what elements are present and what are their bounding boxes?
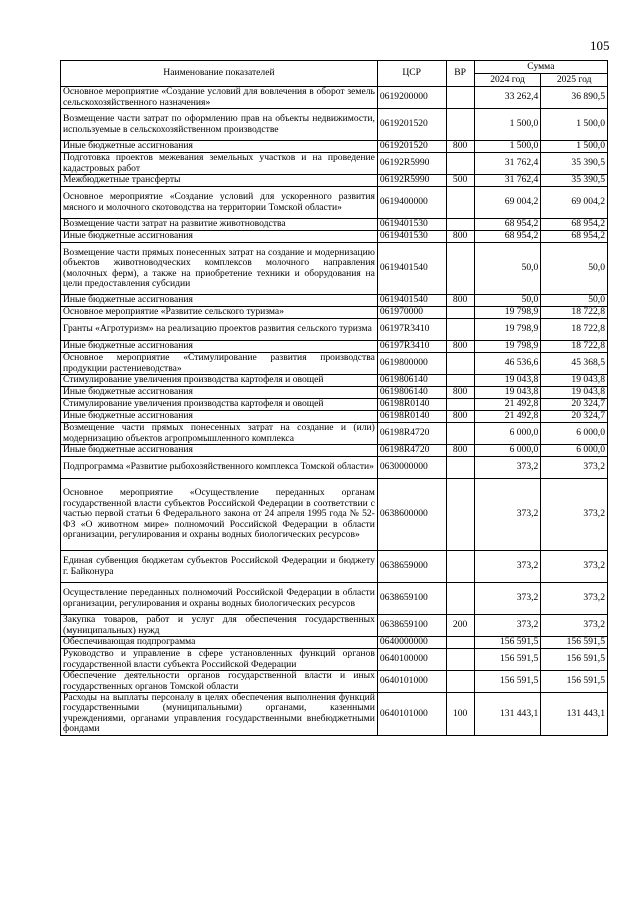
row-csr-cell: 0640000000 xyxy=(377,637,446,649)
table-row xyxy=(61,175,608,187)
row-csr-cell: 0638600000 xyxy=(377,479,446,551)
table-row xyxy=(61,615,608,637)
row-name-cell: Обеспечивающая подпрограмма xyxy=(61,637,378,649)
row-sum-2024-cell: 1 500,0 xyxy=(474,141,541,153)
row-vr-cell: 800 xyxy=(446,445,474,457)
row-sum-2025-cell: 6 000,0 xyxy=(541,445,608,457)
table-row xyxy=(61,219,608,231)
row-csr-cell: 0619201520 xyxy=(377,141,446,153)
row-name-cell: Иные бюджетные ассигнования xyxy=(61,295,378,307)
row-name-cell: Иные бюджетные ассигнования xyxy=(61,141,378,153)
row-vr-cell xyxy=(446,423,474,445)
table-row xyxy=(61,671,608,693)
row-sum-2024-cell: 156 591,5 xyxy=(474,637,541,649)
row-name-cell: Стимулирование увеличения производства картофеля и овощей xyxy=(61,399,378,411)
row-csr-cell: 0630000000 xyxy=(377,457,446,479)
row-sum-2025-cell: 373,2 xyxy=(541,583,608,615)
row-sum-2024-cell: 373,2 xyxy=(474,551,541,583)
row-csr-cell: 0619401530 xyxy=(377,231,446,243)
table-row xyxy=(61,423,608,445)
row-csr-cell: 06192R5990 xyxy=(377,175,446,187)
row-vr-cell: 500 xyxy=(446,175,474,187)
row-csr-cell: 0619401540 xyxy=(377,295,446,307)
row-csr-cell: 0619401540 xyxy=(377,243,446,295)
header-year-2025: 2025 год xyxy=(541,74,608,87)
row-csr-cell: 0640101000 xyxy=(377,693,446,736)
header-vr: ВР xyxy=(446,61,474,87)
row-name-cell: Подпрограмма «Развитие рыбохозяйственного комплекса Томской области» xyxy=(61,457,378,479)
row-vr-cell xyxy=(446,399,474,411)
table-row xyxy=(61,243,608,295)
row-name-cell: Единая субвенция бюджетам субъектов Российской Федерации и бюджету г. Байконура xyxy=(61,551,378,583)
row-sum-2024-cell: 31 762,4 xyxy=(474,153,541,175)
row-sum-2024-cell: 131 443,1 xyxy=(474,693,541,736)
row-csr-cell: 0619806140 xyxy=(377,387,446,399)
row-vr-cell xyxy=(446,583,474,615)
table-row xyxy=(61,375,608,387)
row-name-cell: Межбюджетные трансферты xyxy=(61,175,378,187)
row-name-cell: Возмещение части затрат на развитие животноводства xyxy=(61,219,378,231)
table-row xyxy=(61,187,608,219)
row-sum-2025-cell: 156 591,5 xyxy=(541,671,608,693)
row-vr-cell: 800 xyxy=(446,231,474,243)
row-csr-cell: 06198R0140 xyxy=(377,399,446,411)
row-name-cell: Возмещение части прямых понесенных затрат на создание и (или) модернизацию объектов агропромышленного комплекса xyxy=(61,423,378,445)
row-csr-cell: 0619800000 xyxy=(377,353,446,375)
row-sum-2025-cell: 69 004,2 xyxy=(541,187,608,219)
table-row xyxy=(61,637,608,649)
row-sum-2025-cell: 35 390,5 xyxy=(541,153,608,175)
row-sum-2024-cell: 21 492,8 xyxy=(474,399,541,411)
row-name-cell: Основное мероприятие «Развитие сельского туризма» xyxy=(61,307,378,319)
row-csr-cell: 0638659100 xyxy=(377,615,446,637)
row-vr-cell xyxy=(446,375,474,387)
row-vr-cell xyxy=(446,457,474,479)
row-sum-2025-cell: 6 000,0 xyxy=(541,423,608,445)
row-sum-2024-cell: 19 798,9 xyxy=(474,307,541,319)
row-sum-2024-cell: 156 591,5 xyxy=(474,649,541,671)
row-vr-cell xyxy=(446,243,474,295)
row-sum-2024-cell: 19 798,9 xyxy=(474,319,541,341)
row-sum-2025-cell: 19 043,8 xyxy=(541,387,608,399)
row-sum-2024-cell: 156 591,5 xyxy=(474,671,541,693)
row-sum-2025-cell: 50,0 xyxy=(541,243,608,295)
row-vr-cell xyxy=(446,109,474,141)
row-sum-2025-cell: 35 390,5 xyxy=(541,175,608,187)
budget-table xyxy=(60,60,608,736)
row-csr-cell: 06197R3410 xyxy=(377,319,446,341)
row-csr-cell: 0619401530 xyxy=(377,219,446,231)
row-vr-cell xyxy=(446,637,474,649)
row-vr-cell xyxy=(446,353,474,375)
row-name-cell: Иные бюджетные ассигнования xyxy=(61,341,378,353)
page-number: 105 xyxy=(590,38,610,53)
row-name-cell: Гранты «Агротуризм» на реализацию проектов развития сельского туризма xyxy=(61,319,378,341)
table-row xyxy=(61,411,608,423)
row-name-cell: Стимулирование увеличения производства картофеля и овощей xyxy=(61,375,378,387)
row-csr-cell: 06198R0140 xyxy=(377,411,446,423)
row-name-cell: Основное мероприятие «Создание условий для ускоренного развития мясного и молочного скотоводства на территории Томской области» xyxy=(61,187,378,219)
table-row xyxy=(61,341,608,353)
row-sum-2024-cell: 50,0 xyxy=(474,295,541,307)
row-name-cell: Иные бюджетные ассигнования xyxy=(61,445,378,457)
table-row xyxy=(61,231,608,243)
row-name-cell: Иные бюджетные ассигнования xyxy=(61,387,378,399)
row-sum-2025-cell: 18 722,8 xyxy=(541,319,608,341)
table-row xyxy=(61,295,608,307)
row-vr-cell xyxy=(446,153,474,175)
row-sum-2024-cell: 19 798,9 xyxy=(474,341,541,353)
row-name-cell: Закупка товаров, работ и услуг для обеспечения государственных (муниципальных) нужд xyxy=(61,615,378,637)
row-csr-cell: 06192R5990 xyxy=(377,153,446,175)
row-vr-cell: 800 xyxy=(446,387,474,399)
row-sum-2024-cell: 33 262,4 xyxy=(474,87,541,109)
row-vr-cell xyxy=(446,187,474,219)
row-name-cell: Подготовка проектов межевания земельных участков и на проведение кадастровых работ xyxy=(61,153,378,175)
row-sum-2025-cell: 45 368,5 xyxy=(541,353,608,375)
table-row xyxy=(61,551,608,583)
row-name-cell: Возмещение части прямых понесенных затрат на создание и модернизацию объектов животноводческих комплексов молочного направления (молочных ферм), а также на приобретение техники и оборудования на цели предоставления субсидии xyxy=(61,243,378,295)
row-sum-2025-cell: 1 500,0 xyxy=(541,109,608,141)
row-csr-cell: 0619806140 xyxy=(377,375,446,387)
row-sum-2024-cell: 373,2 xyxy=(474,615,541,637)
row-name-cell: Руководство и управление в сфере установленных функций органов государственной власти субъекта Российской Федерации xyxy=(61,649,378,671)
row-sum-2024-cell: 373,2 xyxy=(474,583,541,615)
table-row xyxy=(61,583,608,615)
table-row xyxy=(61,445,608,457)
row-sum-2025-cell: 68 954,2 xyxy=(541,231,608,243)
row-vr-cell xyxy=(446,479,474,551)
row-vr-cell: 100 xyxy=(446,693,474,736)
row-sum-2025-cell: 18 722,8 xyxy=(541,341,608,353)
row-sum-2025-cell: 20 324,7 xyxy=(541,411,608,423)
row-sum-2024-cell: 50,0 xyxy=(474,243,541,295)
row-sum-2024-cell: 373,2 xyxy=(474,457,541,479)
table-row xyxy=(61,319,608,341)
row-sum-2024-cell: 31 762,4 xyxy=(474,175,541,187)
row-sum-2024-cell: 68 954,2 xyxy=(474,231,541,243)
table-row xyxy=(61,307,608,319)
table-row xyxy=(61,353,608,375)
row-vr-cell xyxy=(446,649,474,671)
table-row xyxy=(61,141,608,153)
row-sum-2024-cell: 6 000,0 xyxy=(474,423,541,445)
table-row xyxy=(61,457,608,479)
row-vr-cell xyxy=(446,551,474,583)
row-sum-2025-cell: 20 324,7 xyxy=(541,399,608,411)
row-sum-2025-cell: 373,2 xyxy=(541,479,608,551)
row-sum-2025-cell: 36 890,5 xyxy=(541,87,608,109)
row-csr-cell: 06197R3410 xyxy=(377,341,446,353)
row-vr-cell xyxy=(446,671,474,693)
row-csr-cell: 0640101000 xyxy=(377,671,446,693)
row-sum-2025-cell: 156 591,5 xyxy=(541,649,608,671)
row-sum-2024-cell: 21 492,8 xyxy=(474,411,541,423)
row-csr-cell: 061970000 xyxy=(377,307,446,319)
row-sum-2024-cell: 19 043,8 xyxy=(474,387,541,399)
row-vr-cell xyxy=(446,307,474,319)
table-row xyxy=(61,87,608,109)
table-row xyxy=(61,649,608,671)
row-vr-cell: 800 xyxy=(446,341,474,353)
row-sum-2024-cell: 69 004,2 xyxy=(474,187,541,219)
header-year-2024: 2024 год xyxy=(474,74,541,87)
row-name-cell: Обеспечение деятельности органов государственной власти и иных государственных органов Томской области xyxy=(61,671,378,693)
row-name-cell: Расходы на выплаты персоналу в целях обеспечения выполнения функций государственными (муниципальными) органами, казенными учреждениями, органами управления государственными внебюджетными фондами xyxy=(61,693,378,736)
row-name-cell: Иные бюджетные ассигнования xyxy=(61,411,378,423)
row-csr-cell: 0619200000 xyxy=(377,87,446,109)
row-vr-cell: 200 xyxy=(446,615,474,637)
row-sum-2025-cell: 131 443,1 xyxy=(541,693,608,736)
row-csr-cell: 06198R4720 xyxy=(377,423,446,445)
table-row xyxy=(61,479,608,551)
row-sum-2024-cell: 373,2 xyxy=(474,479,541,551)
row-name-cell: Основное мероприятие «Осуществление переданных органам государственной власти субъектов Российской Федерации в соответствии с частью первой статьи 6 Федерального закона от 24 апреля 1995 года № 52-ФЗ «О животном мире» полномочий Российской Федерации в области организации, регулирования и охраны водных биологических ресурсов» xyxy=(61,479,378,551)
header-name: Наименование показателей xyxy=(61,61,378,87)
row-sum-2024-cell: 46 536,6 xyxy=(474,353,541,375)
row-sum-2025-cell: 373,2 xyxy=(541,551,608,583)
row-sum-2025-cell: 373,2 xyxy=(541,457,608,479)
row-sum-2025-cell: 18 722,8 xyxy=(541,307,608,319)
row-sum-2024-cell: 1 500,0 xyxy=(474,109,541,141)
row-name-cell: Основное мероприятие «Создание условий для вовлечения в оборот земель сельскохозяйственного назначения» xyxy=(61,87,378,109)
row-sum-2025-cell: 50,0 xyxy=(541,295,608,307)
row-name-cell: Возмещение части затрат по оформлению прав на объекты недвижимости, используемые в сельскохозяйственном производстве xyxy=(61,109,378,141)
row-name-cell: Осуществление переданных полномочий Российской Федерации в области организации, регулирования и охраны водных биологических ресурсов xyxy=(61,583,378,615)
row-sum-2025-cell: 156 591,5 xyxy=(541,637,608,649)
table-row xyxy=(61,387,608,399)
row-sum-2025-cell: 373,2 xyxy=(541,615,608,637)
table-row xyxy=(61,399,608,411)
table-row xyxy=(61,153,608,175)
row-sum-2024-cell: 6 000,0 xyxy=(474,445,541,457)
table-row xyxy=(61,693,608,736)
row-csr-cell: 0638659100 xyxy=(377,583,446,615)
row-vr-cell xyxy=(446,87,474,109)
row-csr-cell: 0640100000 xyxy=(377,649,446,671)
row-vr-cell xyxy=(446,219,474,231)
row-sum-2025-cell: 1 500,0 xyxy=(541,141,608,153)
row-vr-cell: 800 xyxy=(446,295,474,307)
row-csr-cell: 0638659000 xyxy=(377,551,446,583)
row-vr-cell: 800 xyxy=(446,141,474,153)
row-csr-cell: 0619400000 xyxy=(377,187,446,219)
header-sum: Сумма xyxy=(474,61,607,74)
row-csr-cell: 06198R4720 xyxy=(377,445,446,457)
row-sum-2025-cell: 19 043,8 xyxy=(541,375,608,387)
table-row xyxy=(61,109,608,141)
row-csr-cell: 0619201520 xyxy=(377,109,446,141)
row-sum-2024-cell: 68 954,2 xyxy=(474,219,541,231)
row-sum-2025-cell: 68 954,2 xyxy=(541,219,608,231)
row-name-cell: Основное мероприятие «Стимулирование развития производства продукции растениеводства» xyxy=(61,353,378,375)
header-csr: ЦСР xyxy=(377,61,446,87)
row-vr-cell xyxy=(446,319,474,341)
row-name-cell: Иные бюджетные ассигнования xyxy=(61,231,378,243)
row-sum-2024-cell: 19 043,8 xyxy=(474,375,541,387)
row-vr-cell: 800 xyxy=(446,411,474,423)
